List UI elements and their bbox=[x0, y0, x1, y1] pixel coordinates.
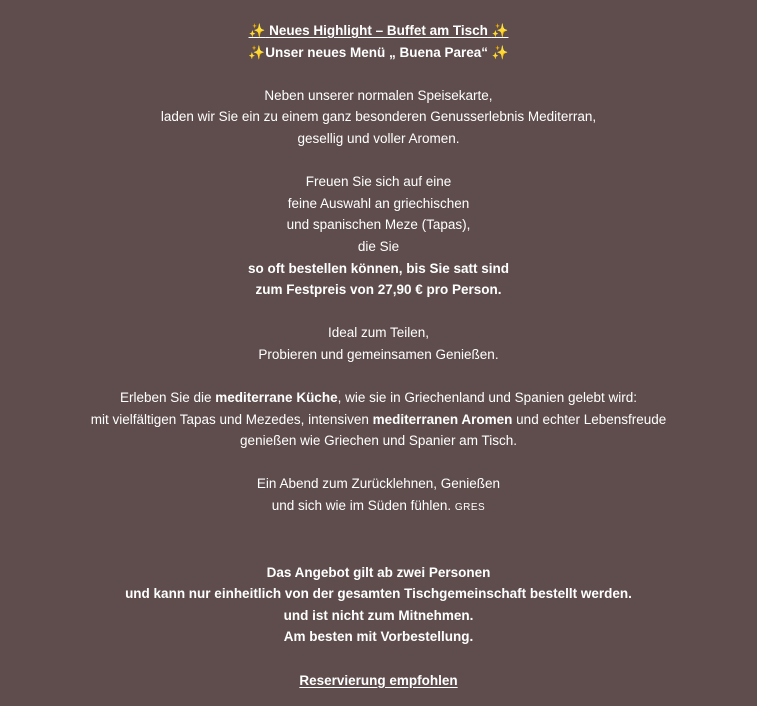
intro-line: Neben unserer normalen Speisekarte, bbox=[264, 87, 493, 103]
offer-highlight-line: so oft bestellen können, bis Sie satt sind bbox=[247, 260, 510, 276]
experience-line: genießen wie Griechen und Spanier am Tisch. bbox=[240, 433, 517, 449]
experience-text: und echter Lebensfreude bbox=[512, 411, 667, 427]
condition-line: Am besten mit Vorbestellung. bbox=[283, 629, 474, 645]
share-line: Ideal zum Teilen, bbox=[327, 325, 430, 341]
intro-paragraph bbox=[0, 85, 757, 150]
offer-line: feine Auswahl an griechischen bbox=[287, 195, 470, 211]
conditions-paragraph bbox=[0, 562, 757, 648]
sparkle-icon: ✨ bbox=[491, 44, 509, 60]
evening-paragraph bbox=[0, 473, 757, 518]
evening-suffix: GRES bbox=[454, 502, 486, 514]
condition-line: und ist nicht zum Mitnehmen. bbox=[283, 607, 474, 623]
sparkle-icon: ✨ bbox=[491, 23, 509, 38]
experience-bold: mediterrane Küche bbox=[215, 390, 338, 406]
reservation-text: Reservierung empfohlen bbox=[299, 672, 458, 688]
evening-text: und sich wie im Süden fühlen. bbox=[271, 498, 452, 514]
experience-bold: mediterranen Aromen bbox=[372, 411, 513, 427]
sparkle-icon: ✨ bbox=[248, 23, 266, 38]
menu-name: Unser neues Menü „ Buena Parea“ bbox=[265, 44, 489, 60]
offer-line: die Sie bbox=[357, 238, 400, 254]
headline bbox=[0, 20, 757, 42]
experience-line bbox=[0, 387, 757, 409]
headline-title: Neues Highlight – Buffet am Tisch bbox=[269, 23, 488, 38]
menu-line bbox=[0, 42, 757, 64]
condition-line: Das Angebot gilt ab zwei Personen bbox=[266, 564, 491, 580]
share-line: Probieren und gemeinsamen Genießen. bbox=[258, 346, 499, 362]
offer-price-line: zum Festpreis von 27,90 € pro Person. bbox=[255, 282, 502, 298]
evening-line bbox=[0, 495, 757, 519]
intro-line: laden wir Sie ein zu einem ganz besonderen Genusserlebnis Mediterran, bbox=[160, 109, 597, 125]
experience-paragraph bbox=[0, 387, 757, 452]
reservation-note bbox=[0, 670, 757, 692]
experience-text: Erleben Sie die bbox=[119, 390, 216, 406]
experience-text: mit vielfältigen Tapas und Mezedes, intensiven bbox=[90, 411, 373, 427]
condition-line: und kann nur einheitlich von der gesamten Tischgemeinschaft bestellt werden. bbox=[125, 586, 632, 602]
sparkle-icon: ✨ bbox=[248, 44, 266, 60]
offer-line: und spanischen Meze (Tapas), bbox=[286, 217, 471, 233]
experience-line bbox=[0, 409, 757, 431]
offer-line: Freuen Sie sich auf eine bbox=[305, 174, 452, 190]
offer-paragraph bbox=[0, 171, 757, 301]
headline-block bbox=[0, 20, 757, 63]
share-paragraph bbox=[0, 322, 757, 365]
intro-line: gesellig und voller Aromen. bbox=[297, 130, 460, 146]
evening-line: Ein Abend zum Zurücklehnen, Genießen bbox=[256, 476, 501, 492]
experience-text: , wie sie in Griechenland und Spanien gelebt wird: bbox=[337, 390, 638, 406]
